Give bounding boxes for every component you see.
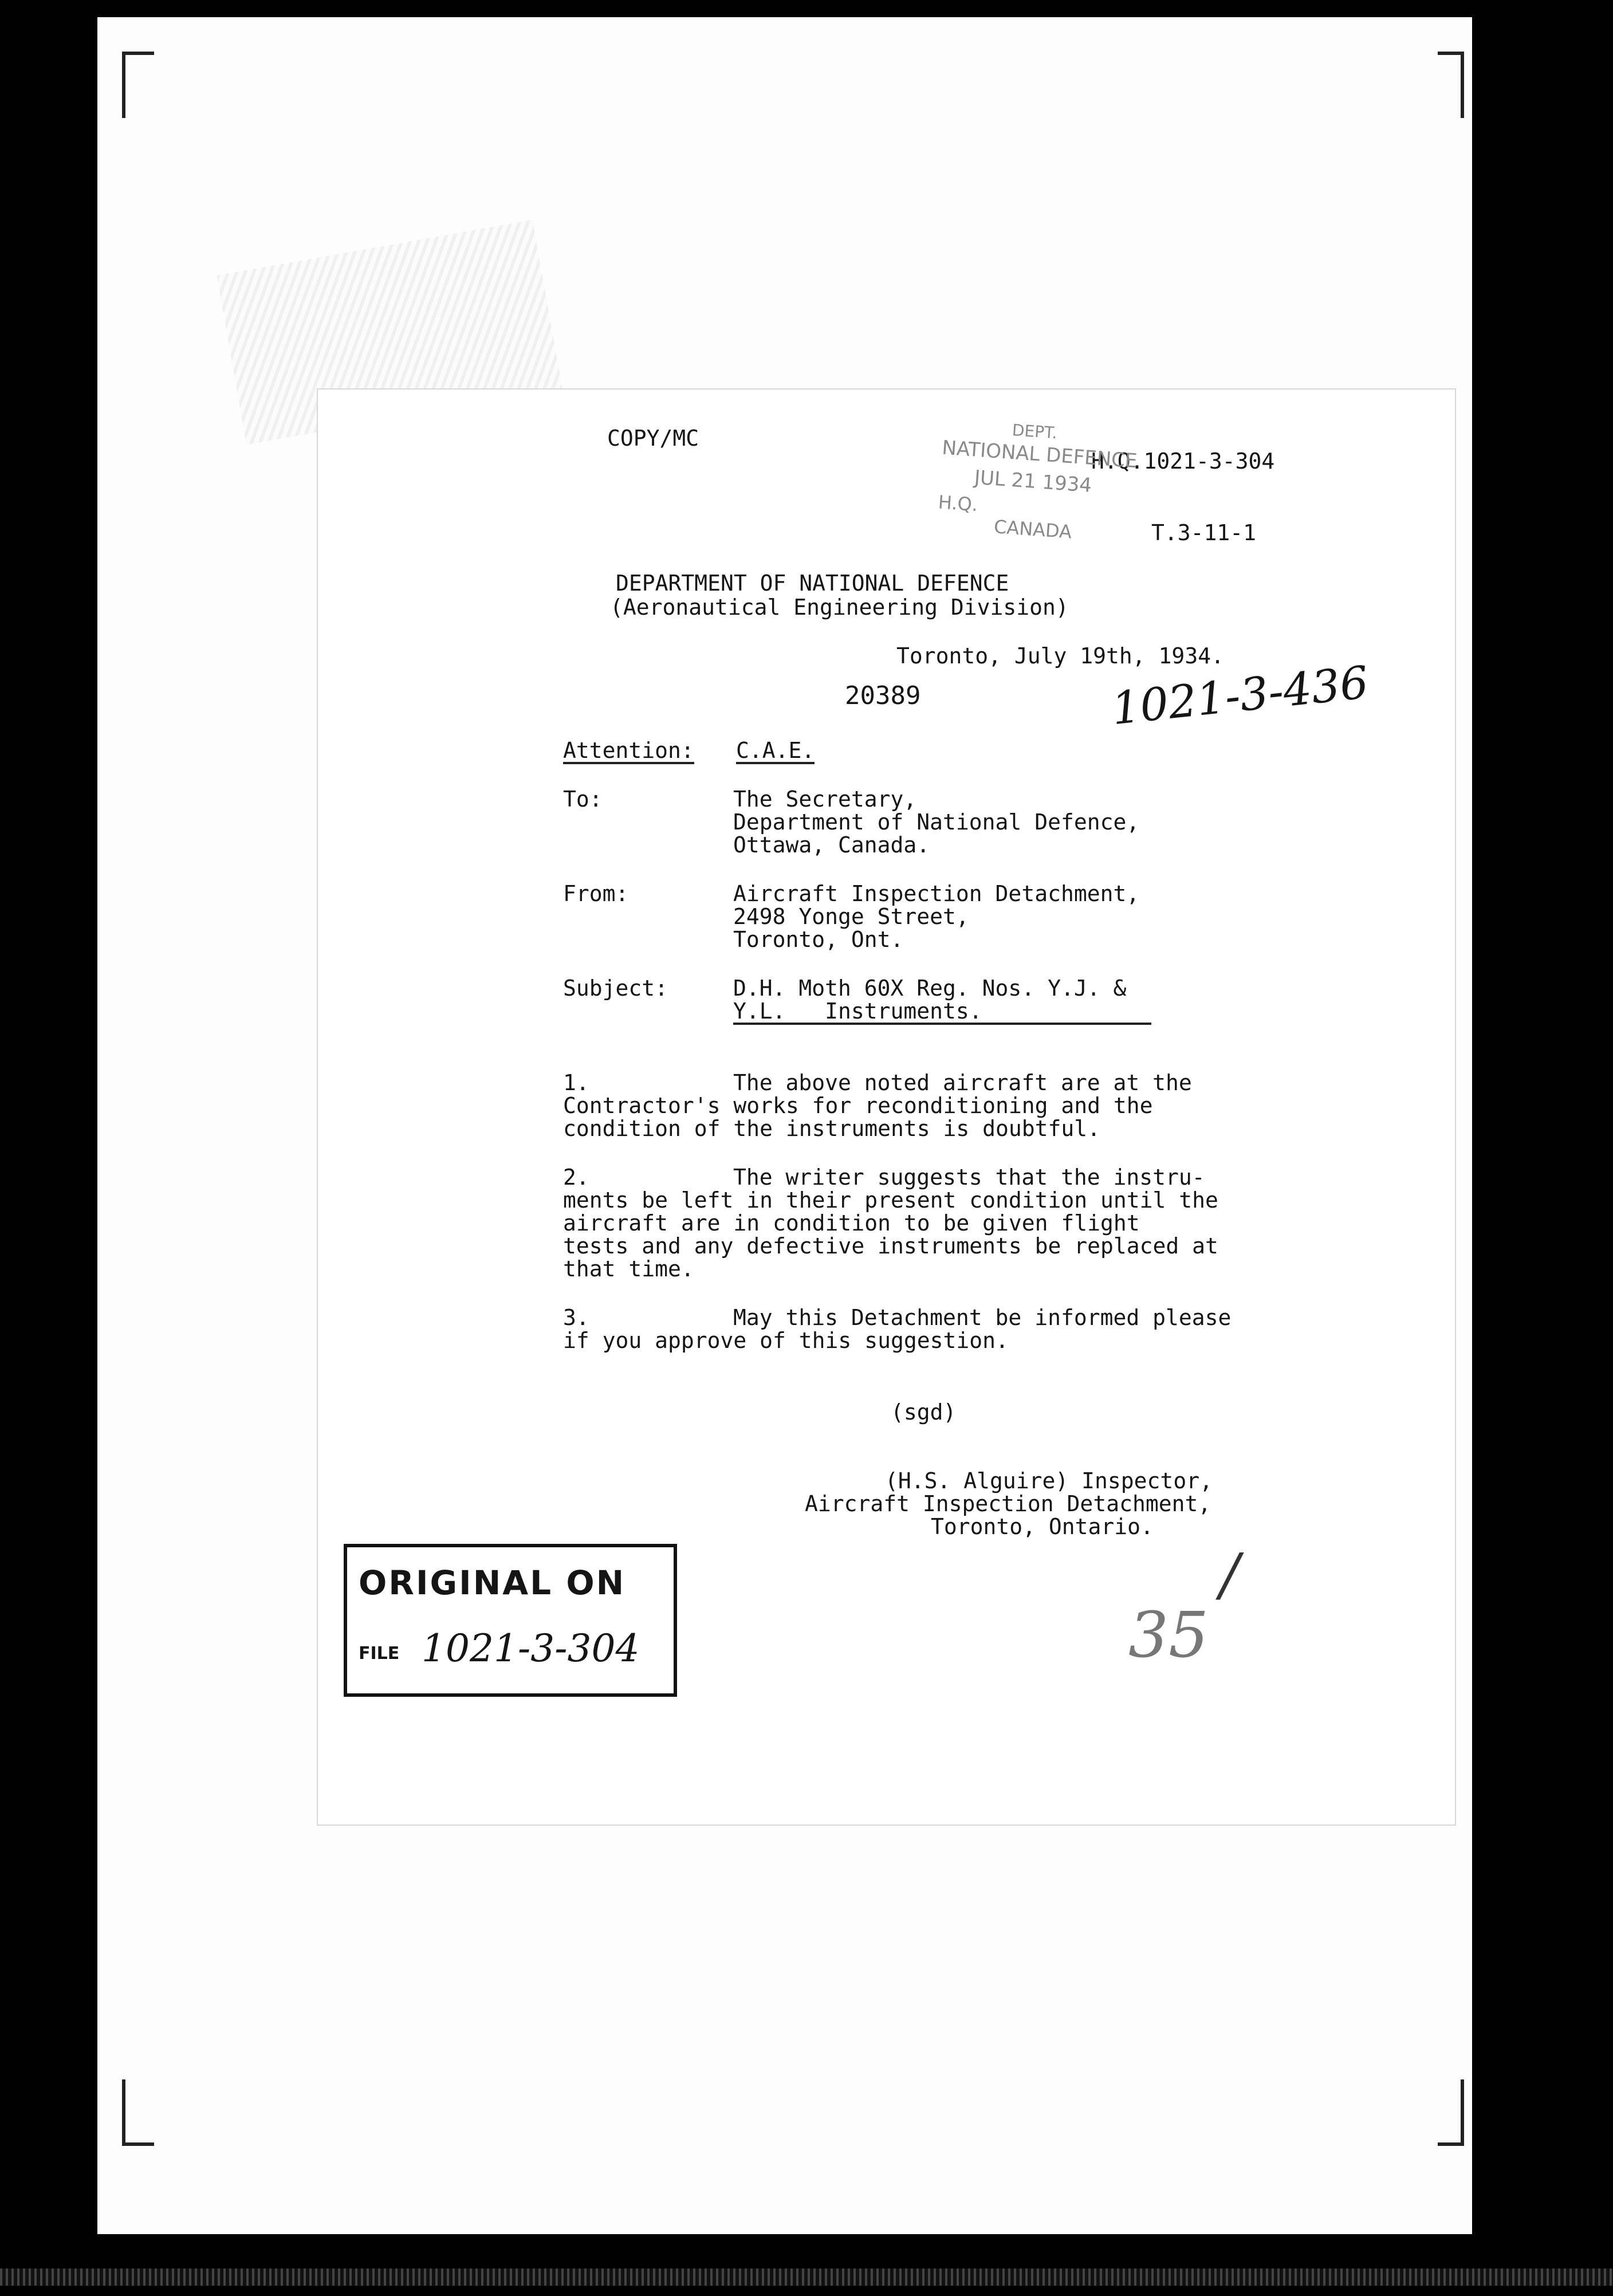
paragraph-line: ments be left in their present condition until the (563, 1188, 1218, 1213)
stamp-line: NATIONAL DEFENCE (941, 436, 1138, 473)
paragraph-number: 3. (563, 1305, 589, 1330)
paragraph-number: 1. (563, 1070, 589, 1095)
paragraph-line: Contractor's works for reconditioning and the (563, 1093, 1153, 1118)
paragraph-line: if you approve of this suggestion. (563, 1328, 1009, 1353)
from-line: 2498 Yonge Street, (733, 904, 969, 929)
division-heading: (Aeronautical Engineering Division) (610, 595, 1069, 620)
attention-value: C.A.E. (736, 738, 815, 763)
stamp-line: H.Q. (937, 491, 979, 516)
stamp-file-label: FILE (359, 1644, 400, 1664)
paragraph-line: aircraft are in condition to be given flight (563, 1210, 1140, 1236)
from-label: From: (563, 881, 629, 906)
handwritten-file-number: 1021-3-436 (1109, 656, 1371, 736)
paragraph-line: that time. (563, 1256, 694, 1281)
crop-mark-top-right (1438, 52, 1464, 118)
crop-mark-bottom-left (122, 2079, 154, 2146)
handwritten-page-number: 35 (1128, 1598, 1209, 1672)
handwritten-tick: / (1220, 1541, 1240, 1608)
stamp-line: JUL 21 1934 (973, 466, 1093, 497)
paragraph-line: The writer suggests that the instru- (733, 1165, 1205, 1190)
department-heading: DEPARTMENT OF NATIONAL DEFENCE (616, 571, 1009, 596)
to-line: Ottawa, Canada. (733, 832, 930, 858)
stamp-title: ORIGINAL ON (359, 1563, 626, 1602)
signature-line: (H.S. Alguire) Inspector, (885, 1468, 1213, 1493)
subject-label: Subject: (563, 976, 668, 1001)
paragraph-line: condition of the instruments is doubtful. (563, 1116, 1100, 1141)
signature-line: Toronto, Ontario. (931, 1514, 1154, 1539)
stamp-file-number: 1021-3-304 (422, 1626, 640, 1670)
paragraph-line: May this Detachment be informed please (733, 1305, 1232, 1330)
paragraph-line: The above noted aircraft are at the (733, 1070, 1192, 1095)
reference-number: T.3-11-1 (1151, 520, 1257, 545)
film-edge-strip (0, 2269, 1613, 2286)
attention-label: Attention: (563, 738, 694, 763)
stamp-line: CANADA (993, 516, 1073, 543)
from-line: Toronto, Ont. (733, 927, 904, 952)
crop-mark-bottom-right (1438, 2079, 1464, 2146)
from-line: Aircraft Inspection Detachment, (733, 881, 1140, 906)
to-line: Department of National Defence, (733, 809, 1140, 835)
crop-mark-top-left (122, 52, 154, 118)
hq-file-number: H.Q.1021-3-304 (1091, 449, 1275, 474)
signed-mark: (sgd) (891, 1399, 957, 1425)
to-label: To: (563, 787, 603, 812)
to-line: The Secretary, (733, 787, 917, 812)
original-on-file-stamp (344, 1544, 677, 1697)
signature-line: Aircraft Inspection Detachment, (805, 1491, 1211, 1516)
registry-stamp-number: 20389 (845, 681, 921, 710)
received-date-stamp (935, 416, 1184, 564)
paragraph-number: 2. (563, 1165, 589, 1190)
paragraph-line: tests and any defective instruments be replaced at (563, 1233, 1218, 1259)
subject-line: D.H. Moth 60X Reg. Nos. Y.J. & (733, 976, 1127, 1001)
copy-mark: COPY/MC (607, 426, 699, 451)
stamp-line: DEPT. (1011, 420, 1058, 443)
subject-line: Y.L. Instruments. (733, 1000, 1151, 1025)
place-date: Toronto, July 19th, 1934. (896, 643, 1224, 669)
